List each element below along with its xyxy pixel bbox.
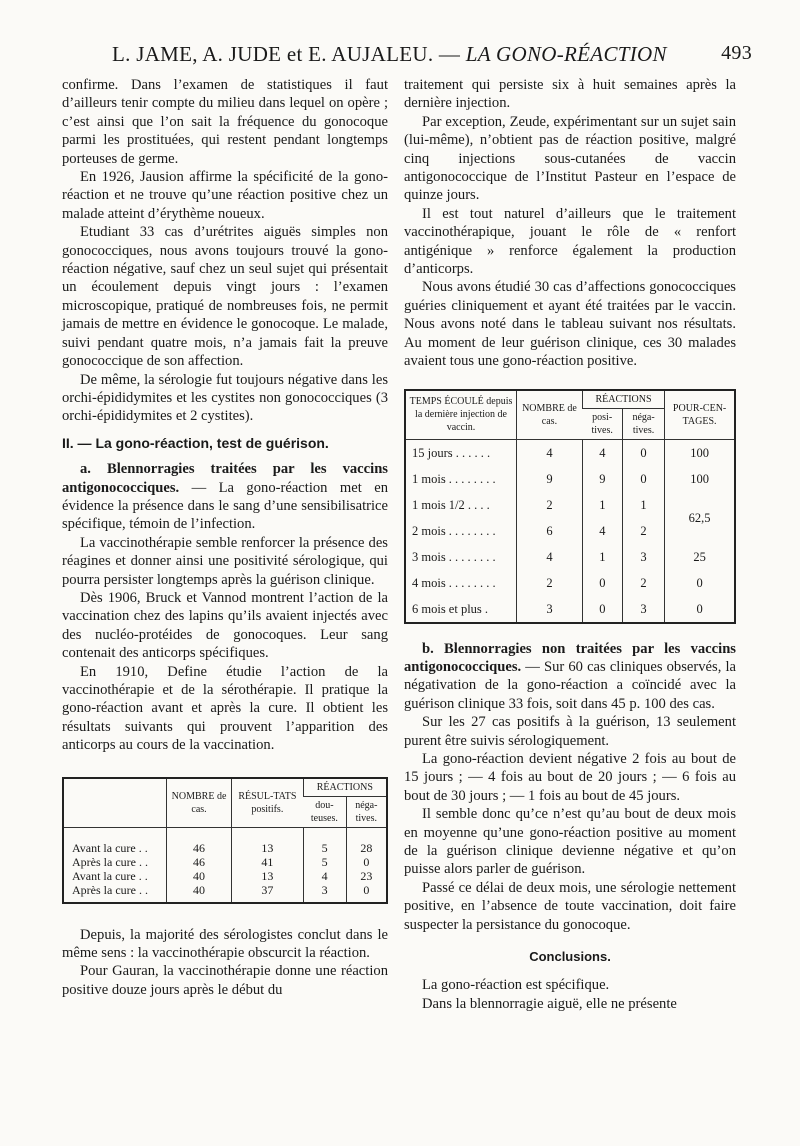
table-row: 1 mois . . . . . . . . 9 9 0 100 <box>405 466 735 492</box>
paragraph: Sur les 27 cas positifs à la guérison, 13 seulement purent être suivis sérologiquement. <box>404 714 736 749</box>
paragraph: Etudiant 33 cas d’urétrites aiguës simples non gonococciques, nous avons toujours trouvé la gono-réaction négative, sauf chez un seul sujet qui présentait un écoulement depuis vingt jours : l’examen microscopique, pratiqué de nombreuses fois, ne permit jamais de mettre en évidence le gonocoque. Le malade, suivi pendant quatre mois, n’a jamais fait la preuve gonococcique de son affection. <box>62 224 388 370</box>
paragraph: De même, la sérologie fut toujours négative dans les orchi-épididymites et les cystites non gonococciques (3 orchi-épididymites et 2 cystites). <box>62 371 388 425</box>
paragraph: Dans la blennorragie aiguë, elle ne présente <box>422 995 677 1012</box>
paragraph: confirme. Dans l’examen de statistiques il faut d’ailleurs tenir compte du milieu dans lequel on opère ; c’est ainsi que l’on sait la fréquence du gonocoque parmi les prostituées, qui restent pendant longtemps porteuses de germe. <box>62 77 388 167</box>
paragraph: La gono-réaction est spécifique. <box>422 977 610 994</box>
running-head-authors: L. JAME, A. JUDE et E. AUJALEU. — LA GONO-RÉACTION <box>112 42 667 66</box>
table-row: 15 jours . . . . . . 4 4 0 100 <box>405 439 735 466</box>
running-header <box>62 38 752 72</box>
table-row: Avant la cure . . 40 13 4 23 <box>63 869 387 883</box>
col-header-negatives: néga-tives. <box>622 408 664 439</box>
paragraph: La vaccinothérapie semble renforcer la présence des réagines et donner ainsi une positivité sérologique, qui pourra persister longtemps après la guérison clinique. <box>62 534 388 588</box>
conclusions-title: Conclusions. <box>529 949 611 964</box>
subsection-b-text: — Sur 60 cas cliniques observés, la négativation de la gono-réaction a coïncidé avec la guérison clinique 33 fois, soit dans 45 p. 100 des cas. <box>404 658 736 712</box>
paragraph: Il est tout naturel d’ailleurs que le traitement vaccinothérapique, jouant le rôle de « renfort antigénique » renforce également la production d’anticorps. <box>404 205 736 278</box>
paragraph: Il semble donc qu’ce n’est qu’au bout de deux mois en moyenne qu’une gono-réaction positive au moment de la guérison clinique devienne négative et qu’on puisse alors parler de guérison. <box>404 806 736 878</box>
col-header-nombre: NOMBRE de cas. <box>167 778 232 828</box>
subsection-b <box>404 640 736 714</box>
paragraph: La gono-réaction devient négative 2 fois au bout de 15 jours ; — 4 fois au bout de 20 jours ; — 6 fois au bout de 30 jours ; — 1 fois au bout de 45 jours. <box>404 750 736 804</box>
paragraph: Pour Gauran, la vaccinothérapie donne une réaction positive douze jours après le début du <box>62 963 388 998</box>
col-header-pourcentages: POUR-CEN-TAGES. <box>665 390 735 440</box>
paragraph: Nous avons étudié 30 cas d’affections gonococciques guéries cliniquement et ayant été traitées par le vaccin. Nous avons noté dans le tableau suivant nos résultats. Au moment de leur guérison clinique, ces 30 malades avaient tous une gono-réaction positive. <box>404 279 736 370</box>
subsection-b-title: b. Blennorragies non traitées par les vaccins antigonococciques. <box>404 640 736 675</box>
table-row: Avant la cure . . 46 13 5 28 <box>63 827 387 855</box>
table-row: 6 mois et plus . 3 0 3 0 <box>405 596 735 623</box>
table-define-results <box>62 777 388 904</box>
paragraph: traitement qui persiste six à huit semaines après la dernière injection. <box>404 77 736 112</box>
subsection-a-text: — La gono-réaction met en évidence la présence dans le sang d’une sensibilisatrice spécifique, témoin de l’infection. <box>62 479 388 533</box>
col-header-temps: TEMPS ÉCOULÉ depuis la dernière injection de vaccin. <box>405 390 517 440</box>
section-title: II. — La gono-réaction, test de guérison. <box>62 434 329 451</box>
col-header-reactions: RÉACTIONS <box>303 778 387 797</box>
subsection-a <box>62 460 388 534</box>
col-header-reactions: RÉACTIONS <box>582 390 664 409</box>
subsection-a-title: a. Blennorragies traitées par les vaccins antigonococciques. <box>62 461 388 496</box>
col-header-resultats: RÉSUL-TATS positifs. <box>232 778 304 828</box>
paragraph: Dès 1906, Bruck et Vannod montrent l’action de la vaccination chez des lapins qu’ils avaient injectés avec des nucléo-protéides de gonocoques. Leur sang contenait des anticorps spécifiques. <box>62 589 388 662</box>
col-header-negatives: néga-tives. <box>346 796 387 827</box>
table-row: 4 mois . . . . . . . . 2 0 2 0 <box>405 570 735 596</box>
table-row: 3 mois . . . . . . . . 4 1 3 25 <box>405 544 735 570</box>
table-row: Après la cure . . 40 37 3 0 <box>63 883 387 903</box>
paragraph: Depuis, la majorité des sérologistes conclut dans le même sens : la vaccinothérapie obscurcit la réaction. <box>62 926 388 962</box>
paragraph: En 1910, Define étudie l’action de la vaccinothérapie et de la sérothérapie. Il pratique la gono-réaction avant et après la cure. Il obtient les résultats suivants qui prouvent l’apparition des anticorps au cours de la vaccination. <box>62 663 388 754</box>
paragraph: Par exception, Zeude, expérimentant sur un sujet sain (lui-même), n’obtient pas de réaction positive, malgré cinq injections sous-cutanées de vaccin antigonococcique de l’Institut Pasteur en l’espace de quinze jours. <box>404 113 736 204</box>
col-header-douteuses: dou-teuses. <box>303 796 346 827</box>
paragraph: Passé ce délai de deux mois, une sérologie nettement positive, en l’absence de toute vaccination, doit faire suspecter la persistance du gonocoque. <box>404 879 736 933</box>
paragraph: En 1926, Jausion affirme la spécificité de la gono-réaction et ne trouve qu’une réaction positive chez un malade atteint d’érythème noueux. <box>62 169 388 222</box>
right-column <box>404 76 736 1013</box>
col-header-nombre: NOMBRE de cas. <box>517 390 583 440</box>
left-column <box>62 76 388 999</box>
table-row: 1 mois 1/2 . . . . 2 1 1 62,5 <box>405 492 735 518</box>
running-head-title: LA GONO-RÉACTION <box>465 42 667 66</box>
col-header-positives: posi-tives. <box>582 408 622 439</box>
page-number: 493 <box>721 42 752 64</box>
table-row: Après la cure . . 46 41 5 0 <box>63 855 387 869</box>
table-row: 2 mois . . . . . . . . 6 4 2 <box>405 518 735 544</box>
table-vaccinated-results <box>404 389 736 624</box>
